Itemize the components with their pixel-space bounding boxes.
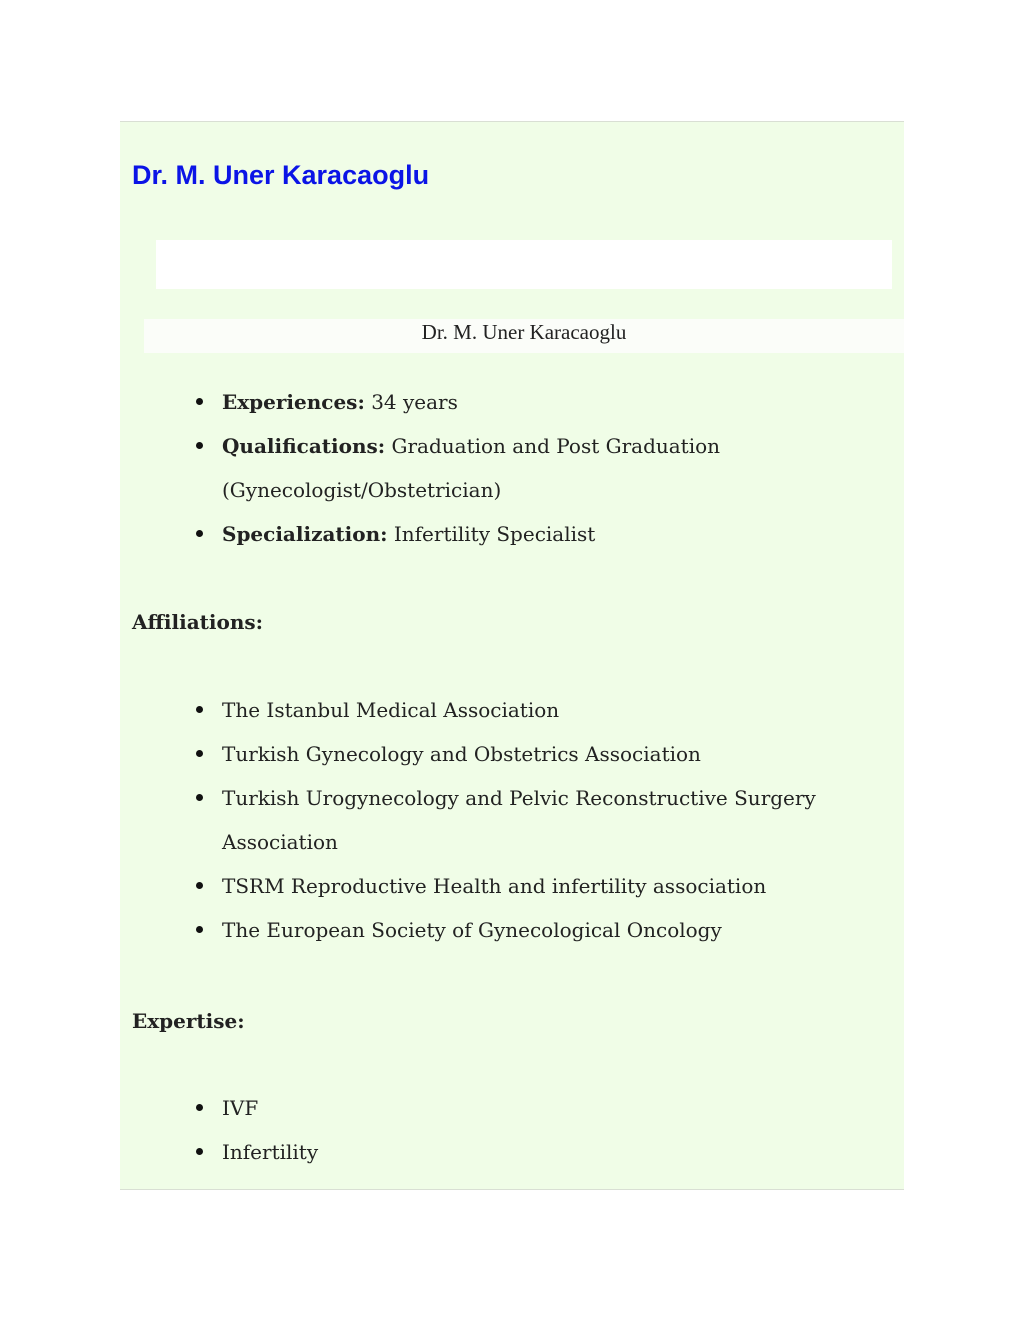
list-item: IVF: [190, 1086, 830, 1130]
list-item: Turkish Gynecology and Obstetrics Association: [190, 732, 830, 776]
profile-details-list: [190, 380, 830, 556]
detail-label: Experiences:: [222, 390, 365, 414]
list-item: [190, 380, 830, 424]
detail-label: Qualifications:: [222, 434, 386, 458]
expertise-list: [190, 1086, 830, 1174]
detail-value: Graduation and Post Graduation (Gynecologist/Obstetrician): [222, 434, 721, 502]
image-caption-bar: [144, 319, 904, 353]
detail-value: Infertility Specialist: [393, 522, 596, 546]
image-caption: Dr. M. Uner Karacaoglu: [421, 320, 627, 344]
list-item: [190, 424, 830, 512]
list-item: The European Society of Gynecological Oncology: [190, 908, 830, 952]
list-item: Turkish Urogynecology and Pelvic Reconstructive Surgery Association: [190, 776, 830, 864]
affiliations-heading: Affiliations:: [132, 610, 264, 634]
expertise-heading: Expertise:: [132, 1009, 245, 1033]
doctor-photo-placeholder: [156, 240, 892, 289]
doctor-profile-panel: [120, 121, 904, 1190]
detail-label: Specialization:: [222, 522, 388, 546]
list-item: [190, 512, 830, 556]
detail-value: 34 years: [371, 390, 458, 414]
list-item: The Istanbul Medical Association: [190, 688, 830, 732]
list-item: Infertility: [190, 1130, 830, 1174]
affiliations-list: [190, 688, 830, 952]
page-title: Dr. M. Uner Karacaoglu: [132, 160, 430, 190]
list-item: TSRM Reproductive Health and infertility association: [190, 864, 830, 908]
